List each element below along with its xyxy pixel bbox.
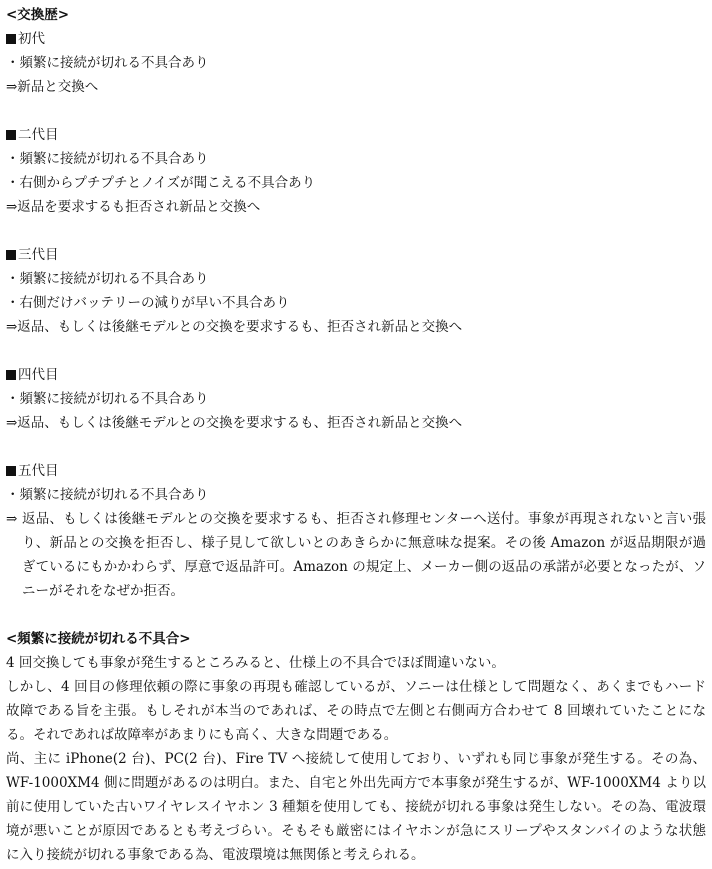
generation-5-title: 五代目 — [6, 459, 706, 483]
spacer — [6, 99, 706, 123]
arrow-marker: ⇒ — [6, 511, 18, 527]
generation-2-title: 二代目 — [6, 123, 706, 147]
history-heading: <交換歴> — [6, 7, 70, 23]
generation-2-item: ・右側からプチプチとノイズが聞こえる不具合あり — [6, 175, 316, 191]
square-bullet-icon — [6, 250, 16, 260]
generation-1-result: ⇒新品と交換へ — [6, 79, 99, 95]
spacer — [6, 603, 706, 627]
spacer — [6, 435, 706, 459]
generation-1-title: 初代 — [6, 27, 706, 51]
generation-4-result: ⇒返品、もしくは後継モデルとの交換を要求するも、拒否され新品と交換へ — [6, 415, 463, 431]
issue-paragraph-2: しかし、4 回目の修理依頼の際に事象の再現も確認しているが、ソニーは仕様として問題なく、あくまでもハード故障である旨を主張。もしそれが本当のであれば、その時点で左側と右側両方合わせて 8 回壊れていたことになる。それであれば故障率があまりにも高く、大きな問題である。 — [6, 679, 706, 743]
square-bullet-icon — [6, 370, 16, 380]
square-bullet-icon — [6, 130, 16, 140]
spacer — [6, 339, 706, 363]
generation-3-item: ・頻繁に接続が切れる不具合あり — [6, 271, 209, 287]
generation-2-result: ⇒返品を要求するも拒否され新品と交換へ — [6, 199, 261, 215]
generation-5-item: ・頻繁に接続が切れる不具合あり — [6, 487, 209, 503]
issue-paragraph-1: 4 回交換しても事象が発生するところみると、仕様上の不具合でほぼ間違いない。 — [6, 655, 505, 671]
generation-4-title: 四代目 — [6, 363, 706, 387]
generation-5-result — [6, 507, 706, 603]
generation-5-result-text: 返品、もしくは後継モデルとの交換を要求するも、拒否され修理センターへ送付。事象が再現されないと言い張り、新品との交換を拒否し、様子見して欲しいとのあきらかに無意味な提案。その後 Amazon が返品期限が過ぎているにもかかわらず、厚意で返品許可。Amazon の規定上、メーカー側の返品の承諾が必要となったが、ソニーがそれをなぜか拒否。 — [22, 511, 706, 599]
issue-heading: <頻繁に接続が切れる不具合> — [6, 631, 191, 647]
issue-paragraph-3: 尚、主に iPhone(2 台)、PC(2 台)、Fire TV へ接続して使用しており、いずれも同じ事象が発生する。その為、WF-1000XM4 側に問題があるのは明白。また、自宅と外出先両方で本事象が発生するが、WF-1000XM4 より以前に使用していた古いワイヤレスイヤホン 3 種類を使用しても、接続が切れる事象は発生しない。その為、電波環境が悪いことが原因であるとも考えづらい。そもそも厳密にはイヤホンが急にスリープやスタンバイのような状態に入り接続が切れる事象である為、電波環境は無関係と考えられる。 — [6, 751, 706, 863]
generation-3-title: 三代目 — [6, 243, 706, 267]
generation-3-result: ⇒返品、もしくは後継モデルとの交換を要求するも、拒否され新品と交換へ — [6, 319, 463, 335]
spacer — [6, 219, 706, 243]
square-bullet-icon — [6, 34, 16, 44]
generation-2-item: ・頻繁に接続が切れる不具合あり — [6, 151, 209, 167]
square-bullet-icon — [6, 466, 16, 476]
generation-3-item: ・右側だけバッテリーの減りが早い不具合あり — [6, 295, 290, 311]
generation-4-item: ・頻繁に接続が切れる不具合あり — [6, 391, 209, 407]
generation-1-item: ・頻繁に接続が切れる不具合あり — [6, 55, 209, 71]
